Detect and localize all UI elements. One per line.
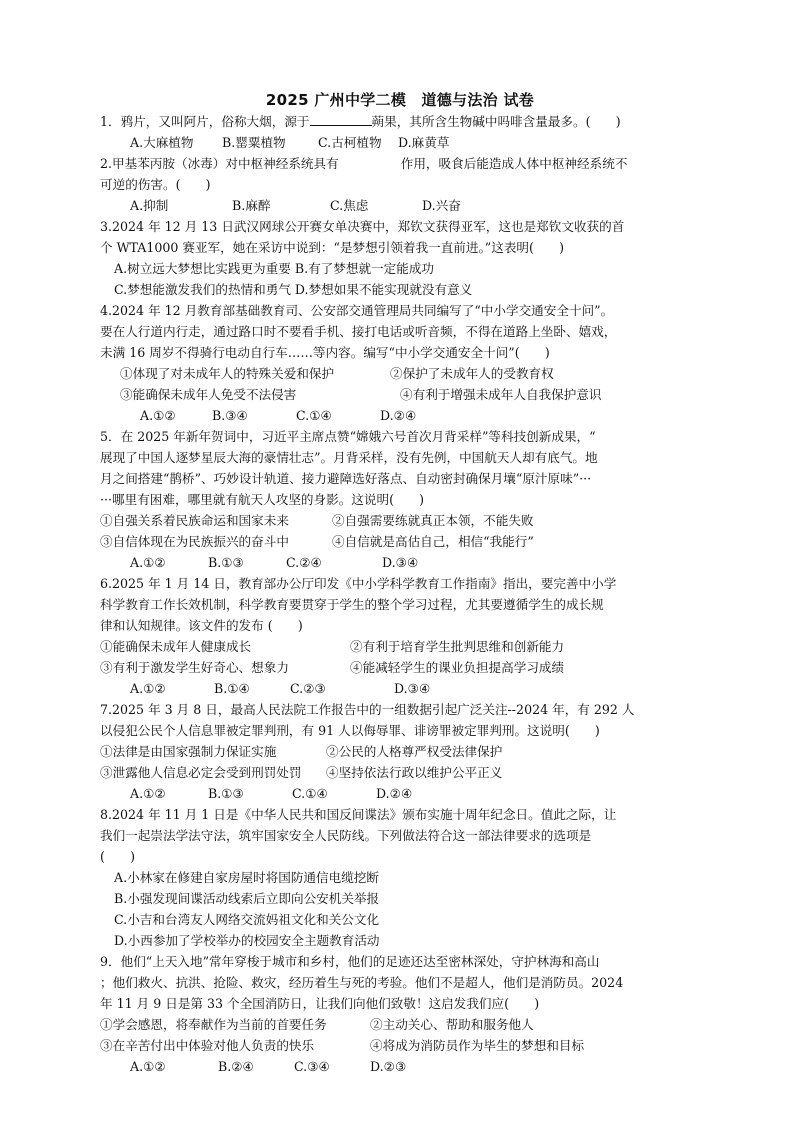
q7-stem-line2: 以侵犯公民个人信息罪被定罪判刑，有 91 人以侮辱罪、诽谤罪被定罪判刑。这说明( ) (100, 723, 600, 738)
q1-options (100, 132, 700, 153)
q5-statement-2: ②自强需要练就真正本领，不能失败 (332, 513, 534, 528)
q8-stem-line1: 8.2024 年 11 月 1 日是《中华人民共和国反间谍法》颁布实施十周年纪念日。值此之际，让 (100, 807, 617, 822)
q4-stem-line1: 4.2024 年 12 月教育部基础教育司、公安部交通管理局共同编写了“中小学交通安全十问”。 (100, 303, 614, 318)
q9-option-c[interactable]: C.③④ (294, 1059, 330, 1074)
exam-page (100, 90, 700, 1077)
q6-statement-4: ④能减轻学生的课业负担提高学习成绩 (350, 660, 565, 675)
q5-statement-3: ③自信体现在为民族振兴的奋斗中 (100, 534, 289, 549)
q6-stem-line3: 律和认知规律。该文件的发布 ( ) (100, 618, 303, 633)
q3-options-cd[interactable]: C.梦想能激发我们的热情和勇气 D.梦想如果不能实现就没有意义 (114, 282, 473, 297)
q5-statements-34 (100, 531, 700, 552)
q9-statements-12 (100, 1014, 700, 1035)
q9-statement-4: ④将成为消防员作为毕生的梦想和目标 (370, 1038, 585, 1053)
q5-option-d[interactable]: D.③④ (382, 555, 419, 570)
q5-stem-line4: ···哪里有困难，哪里就有航天人攻坚的身影。这说明( ) (100, 492, 425, 507)
q8-option-d[interactable]: D.小西参加了学校举办的校园安全主题教育活动 (114, 933, 380, 948)
q5-options (100, 552, 700, 573)
q7-statement-3: ③泄露他人信息必定会受到刑罚处罚 (100, 765, 302, 780)
q6-stem-line2: 科学教育工作长效机制，科学教育要贯穿于学生的整个学习过程，尤其要遵循学生的成长规 (100, 597, 604, 612)
q4-option-a[interactable]: A.①② (140, 408, 176, 423)
q4-statements-34 (100, 384, 700, 405)
q6-options (100, 678, 700, 699)
q5-statement-4: ④自信就是高估自己，相信“我能行” (332, 534, 534, 549)
q7-option-a[interactable]: A.①② (130, 786, 166, 801)
q8-stem-line2: 我们一起崇法学法守法，筑牢国家安全人民防线。下列做法符合这一部法律要求的选项是 (100, 828, 592, 843)
q8-option-b[interactable]: B.小强发现间谍活动线索后立即向公安机关举报 (114, 891, 380, 906)
q9-statement-1: ①学会感恩，将奉献作为当前的首要任务 (100, 1017, 327, 1032)
q8-option-c[interactable]: C.小吉和台湾友人网络交流妈祖文化和关公文化 (114, 912, 380, 927)
q7-option-b[interactable]: B.①③ (208, 786, 244, 801)
q7-statements-34 (100, 762, 700, 783)
q2-option-a[interactable]: A.抑制 (130, 198, 169, 213)
q7-options (100, 783, 700, 804)
q2-stem-part1: 2.甲基苯丙胺（冰毒）对中枢神经系统具有 (100, 156, 339, 171)
q4-statement-4: ④有利于增强未成年人自我保护意识 (400, 387, 602, 402)
q8-stem-line3: ( ) (100, 849, 136, 864)
q2-options (100, 195, 700, 216)
q7-statements-12 (100, 741, 700, 762)
q7-stem-line1: 7.2025 年 3 月 8 日，最高人民法院工作报告中的一组数据引起广泛关注--2024 年，有 292 人 (100, 702, 635, 717)
q1-stem-part1: 1．鸦片，又叫阿片，俗称大烟，源于 (100, 114, 310, 129)
q7-statement-4: ④坚持依法行政以维护公平正义 (326, 765, 503, 780)
q6-statement-3: ③有利于激发学生好奇心、想象力 (100, 660, 289, 675)
q9-statement-3: ③在辛苦付出中体验对他人负责的快乐 (100, 1038, 315, 1053)
q1-option-a[interactable]: A.大麻植物 (130, 135, 194, 150)
q6-statement-2: ②有利于培育学生批判思维和创新能力 (350, 639, 565, 654)
q4-options (100, 405, 700, 426)
q5-option-a[interactable]: A.①② (130, 555, 166, 570)
q6-stem-line1: 6.2025 年 1 月 14 日，教育部办公厅印发《中小学科学教育工作指南》指出，要完善中小学 (100, 576, 617, 591)
q4-statement-2: ②保护了未成年人的受教育权 (390, 366, 554, 381)
q5-stem-line2: 展现了中国人逐梦星辰大海的豪情壮志”。月背采样，没有先例，中国航天人却有底气。地 (100, 450, 598, 465)
q4-option-c[interactable]: C.①④ (296, 408, 332, 423)
q1-option-c[interactable]: C.古柯植物 (318, 135, 382, 150)
q3-stem-line1: 3.2024 年 12 月 13 日武汉网球公开赛女单决赛中，郑钦文获得亚军，这也是郑钦文收获的首 (100, 219, 625, 234)
q3-stem-line2: 个 WTA1000 赛亚军，她在采访中说到：“是梦想引领着我一直前进。”这表明( ) (100, 240, 565, 255)
q1-stem (100, 111, 700, 132)
q9-option-d[interactable]: D.②③ (370, 1059, 407, 1074)
q6-option-c[interactable]: C.②③ (290, 681, 326, 696)
page-title: 2025 广州中学二模 道德与法治 试卷 (265, 91, 535, 109)
blank-underline (310, 113, 372, 126)
q2-stem (100, 153, 700, 174)
q4-stem-line2: 要在人行道内行走，通过路口时不要看手机、接打电话或听音频，不得在道路上坐卧、嬉戏， (100, 324, 617, 339)
q5-option-c[interactable]: C.②④ (286, 555, 322, 570)
q5-stem-line3: 月之间搭建“鹊桥”、巧妙设计轨道、接力避障选好落点、自动密封确保月壤“原汁原味”··· (100, 471, 592, 486)
q2-option-b[interactable]: B.麻醉 (232, 198, 271, 213)
q1-option-b[interactable]: B.罂粟植物 (222, 135, 286, 150)
q6-statement-1: ①能确保未成年人健康成长 (100, 639, 252, 654)
q3-options-ab[interactable]: A.树立远大梦想比实践更为重要 B.有了梦想就一定能成功 (114, 261, 435, 276)
q4-option-d[interactable]: D.②④ (380, 408, 417, 423)
q9-stem-line1: 9．他们“上天入地”常年穿梭于城市和乡村，他们的足迹还达至密林深处，守护林海和高山 (100, 954, 600, 969)
q4-statement-1: ①体现了对未成年人的特殊关爱和保护 (120, 366, 335, 381)
q9-option-a[interactable]: A.①② (130, 1059, 166, 1074)
q2-stem-line2: 可逆的伤害。( ) (100, 177, 211, 192)
q6-option-b[interactable]: B.①④ (214, 681, 250, 696)
q7-option-c[interactable]: C.①④ (292, 786, 328, 801)
q5-option-b[interactable]: B.①③ (208, 555, 244, 570)
q6-statements-34 (100, 657, 700, 678)
q6-statements-12 (100, 636, 700, 657)
q6-option-d[interactable]: D.③④ (394, 681, 431, 696)
q2-option-c[interactable]: C.焦虑 (330, 198, 369, 213)
q9-statement-2: ②主动关心、帮助和服务他人 (370, 1017, 534, 1032)
q9-option-b[interactable]: B.②④ (218, 1059, 254, 1074)
q7-statement-1: ①法律是由国家强制力保证实施 (100, 744, 277, 759)
q4-statement-3: ③能确保未成年人免受不法侵害 (120, 387, 297, 402)
q9-stem-line2: ；他们救火、抗洪、抢险、救灾，经历着生与死的考验。他们不是超人，他们是消防员。2024 (100, 975, 624, 990)
q4-statements-12 (100, 363, 700, 384)
q1-option-d[interactable]: D.麻黄草 (398, 135, 450, 150)
q4-option-b[interactable]: B.③④ (212, 408, 248, 423)
q9-statements-34 (100, 1035, 700, 1056)
q2-option-d[interactable]: D.兴奋 (422, 198, 461, 213)
q5-statements-12 (100, 510, 700, 531)
q8-option-a[interactable]: A.小林家在修建自家房屋时将国防通信电缆挖断 (114, 870, 379, 885)
q1-stem-part2: 蒴果，其所含生物碱中吗啡含量最多。( ) (371, 114, 621, 129)
q6-option-a[interactable]: A.①② (130, 681, 166, 696)
q2-stem-part2: 作用，吸食后能造成人体中枢神经系统不 (400, 156, 628, 171)
q9-stem-line3: 年 11 月 9 日是第 33 个全国消防日，让我们向他们致敬！这启发我们应( ) (100, 996, 540, 1011)
q5-statement-1: ①自强关系着民族命运和国家未来 (100, 513, 289, 528)
q9-options (100, 1056, 700, 1077)
q4-stem-line3: 未满 16 周岁不得骑行电动自行车……等内容。编写“中小学交通安全十问”( ) (100, 345, 550, 360)
q7-option-d[interactable]: D.②④ (376, 786, 413, 801)
q7-statement-2: ②公民的人格尊严权受法律保护 (326, 744, 503, 759)
q5-stem-line1: 5．在 2025 年新年贺词中，习近平主席点赞“嫦娥六号首次月背采样”等科技创新成果，“ (100, 429, 596, 444)
